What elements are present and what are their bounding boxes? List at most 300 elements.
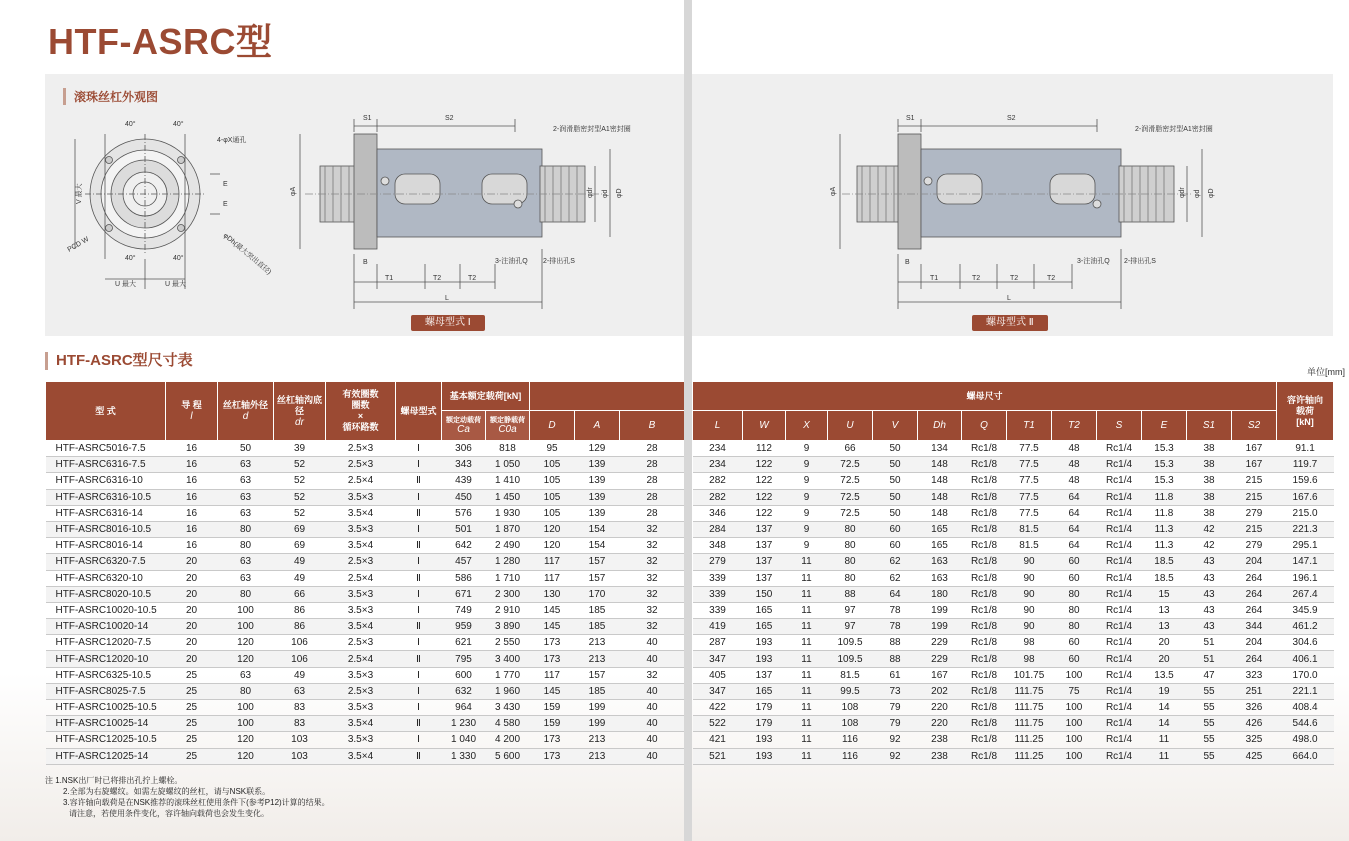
table-row [693, 554, 1334, 570]
table-cell: Rc1/8 [962, 570, 1007, 586]
table-cell: 20 [166, 570, 218, 586]
table-cell: 421 [693, 732, 743, 748]
table-cell: Rc1/8 [962, 441, 1007, 457]
table-cell: Ⅱ [396, 570, 442, 586]
svg-text:S2: S2 [445, 115, 454, 122]
table-cell: 1 930 [486, 505, 530, 521]
table-cell: Rc1/4 [1097, 538, 1142, 554]
table-cell: 306 [442, 441, 486, 457]
table-cell: 170 [575, 586, 620, 602]
col-E: E [1142, 411, 1187, 441]
table-cell: 72.5 [828, 505, 873, 521]
table-cell: 264 [1232, 651, 1277, 667]
model-cell: HTF-ASRC12025-14 [46, 748, 166, 764]
table-cell: 137 [743, 538, 786, 554]
table-cell: 3.5×4 [326, 716, 396, 732]
table-cell: 80 [828, 570, 873, 586]
table-cell: 40 [620, 651, 685, 667]
table-cell: 64 [1052, 521, 1097, 537]
table-cell: 13 [1142, 619, 1187, 635]
table-cell: 88 [873, 651, 918, 667]
table-cell: 959 [442, 619, 486, 635]
col-S: S [1097, 411, 1142, 441]
table-cell: 213 [575, 651, 620, 667]
model-cell: HTF-ASRC6316-10 [46, 473, 166, 489]
table-cell: 116 [828, 748, 873, 764]
table-cell: 145 [530, 683, 575, 699]
table-cell: 11 [786, 602, 828, 618]
unit-label: 单位[mm] [1307, 367, 1345, 377]
table-cell: Ⅱ [396, 651, 442, 667]
table-row [46, 505, 685, 521]
table-cell: 148 [918, 489, 962, 505]
table-cell: 100 [1052, 667, 1097, 683]
svg-text:φdr: φdr [587, 187, 594, 198]
table-cell: 42 [1187, 538, 1232, 554]
svg-text:40°: 40° [173, 121, 184, 128]
table-row [46, 683, 685, 699]
model-cell: HTF-ASRC5016-7.5 [46, 441, 166, 457]
table-cell: 117 [530, 554, 575, 570]
table-cell: 63 [218, 505, 274, 521]
table-cell: 63 [218, 570, 274, 586]
table-cell: 20 [1142, 635, 1187, 651]
table-cell: 221.1 [1277, 683, 1334, 699]
svg-text:E: E [223, 181, 228, 188]
table-cell: 112 [743, 441, 786, 457]
table-cell: 346 [693, 505, 743, 521]
table-row [46, 602, 685, 618]
table-cell: 18.5 [1142, 570, 1187, 586]
table-cell: 11 [786, 716, 828, 732]
table-cell: 111.75 [1007, 716, 1052, 732]
table-cell: 15 [1142, 586, 1187, 602]
table-cell: 108 [828, 716, 873, 732]
table-cell: 11.3 [1142, 521, 1187, 537]
table-cell: 501 [442, 521, 486, 537]
table-cell: 79 [873, 716, 918, 732]
table-row [693, 602, 1334, 618]
table-cell: 72.5 [828, 473, 873, 489]
table-cell: 103 [274, 732, 326, 748]
table-cell: 2 300 [486, 586, 530, 602]
table-cell: 15.3 [1142, 473, 1187, 489]
svg-text:S2: S2 [1007, 115, 1016, 122]
svg-text:4-φX通孔: 4-φX通孔 [217, 137, 247, 144]
table-cell: 105 [530, 457, 575, 473]
right-page [692, 0, 1349, 841]
table-cell: 38 [1187, 505, 1232, 521]
table-cell: 120 [218, 635, 274, 651]
table-cell: Rc1/8 [962, 651, 1007, 667]
table-cell: 92 [873, 748, 918, 764]
table-cell: 576 [442, 505, 486, 521]
table-cell: 75 [1052, 683, 1097, 699]
table-cell: 20 [1142, 651, 1187, 667]
table-cell: 3.5×3 [326, 602, 396, 618]
table-cell: 185 [575, 619, 620, 635]
note-3: 3.容许轴向载荷是在NSK推荐的滚珠丝杠使用条件下(参考P12)计算的结果。 [63, 798, 330, 807]
table-cell: 60 [1052, 570, 1097, 586]
table-cell: 11.8 [1142, 489, 1187, 505]
svg-text:U 最大: U 最大 [165, 281, 186, 288]
table-cell: 818 [486, 441, 530, 457]
svg-text:L: L [445, 295, 449, 302]
table-cell: 348 [693, 538, 743, 554]
table-cell: 238 [918, 748, 962, 764]
table-cell: 586 [442, 570, 486, 586]
model-cell: HTF-ASRC6316-7.5 [46, 457, 166, 473]
table-cell: 11 [786, 683, 828, 699]
table-cell: Rc1/8 [962, 683, 1007, 699]
table-cell: Rc1/4 [1097, 602, 1142, 618]
table-cell: 111.25 [1007, 748, 1052, 764]
table-cell: 9 [786, 521, 828, 537]
model-cell: HTF-ASRC10025-14 [46, 716, 166, 732]
col-S2: S2 [1232, 411, 1277, 441]
table-cell: 522 [693, 716, 743, 732]
table-cell: 9 [786, 457, 828, 473]
table-cell: Ⅰ [396, 489, 442, 505]
table-row [46, 667, 685, 683]
table-cell: 173 [530, 732, 575, 748]
table-cell: Ⅱ [396, 538, 442, 554]
model-cell: HTF-ASRC6316-10.5 [46, 489, 166, 505]
table-cell: 78 [873, 619, 918, 635]
col-turns: 有效圈数 圈数 × 循环路数 [326, 382, 396, 441]
table-cell: Rc1/8 [962, 538, 1007, 554]
model-cell: HTF-ASRC8016-14 [46, 538, 166, 554]
table-cell: 450 [442, 489, 486, 505]
svg-text:T2: T2 [1047, 275, 1056, 282]
table-cell: 221.3 [1277, 521, 1334, 537]
table-cell: 215 [1232, 489, 1277, 505]
table-row [46, 489, 685, 505]
table-cell: 16 [166, 457, 218, 473]
table-cell: 13.5 [1142, 667, 1187, 683]
table-cell: 282 [693, 489, 743, 505]
table-cell: 3.5×3 [326, 586, 396, 602]
table-cell: 3.5×4 [326, 505, 396, 521]
table-row [693, 489, 1334, 505]
table-cell: 86 [274, 619, 326, 635]
table-cell: Rc1/4 [1097, 521, 1142, 537]
page-title: HTF-ASRC型 [48, 21, 273, 62]
table-cell: 425 [1232, 748, 1277, 764]
table-cell: 43 [1187, 554, 1232, 570]
svg-text:T1: T1 [930, 275, 939, 282]
table-cell: 52 [274, 473, 326, 489]
table-cell: 90 [1007, 619, 1052, 635]
table-cell: 16 [166, 489, 218, 505]
table-cell: 264 [1232, 570, 1277, 586]
table-cell: Ⅱ [396, 473, 442, 489]
table-cell: 32 [620, 554, 685, 570]
table-cell: Rc1/4 [1097, 473, 1142, 489]
table-cell: 63 [218, 473, 274, 489]
table-row [46, 619, 685, 635]
table-cell: 50 [873, 473, 918, 489]
table-cell: 51 [1187, 651, 1232, 667]
svg-text:S1: S1 [363, 115, 372, 122]
table-row [46, 716, 685, 732]
table-row [46, 554, 685, 570]
table-cell: 97 [828, 602, 873, 618]
table-cell: 165 [918, 521, 962, 537]
table-cell: 11 [786, 570, 828, 586]
table-cell: 3.5×3 [326, 732, 396, 748]
table-cell: 18.5 [1142, 554, 1187, 570]
table-row [693, 683, 1334, 699]
table-cell: 1 450 [486, 489, 530, 505]
table-cell: 1 410 [486, 473, 530, 489]
table-cell: 86 [274, 602, 326, 618]
table-cell: 39 [274, 441, 326, 457]
table-cell: 264 [1232, 586, 1277, 602]
table-cell: 61 [873, 667, 918, 683]
table-cell: 9 [786, 441, 828, 457]
table-cell: Rc1/4 [1097, 700, 1142, 716]
table-cell: 43 [1187, 586, 1232, 602]
table-cell: 90 [1007, 570, 1052, 586]
table-cell: 3.5×4 [326, 748, 396, 764]
table-cell: 32 [620, 619, 685, 635]
table-cell: 28 [620, 505, 685, 521]
table-cell: 116 [828, 732, 873, 748]
table-cell: 199 [575, 700, 620, 716]
table-cell: 304.6 [1277, 635, 1334, 651]
table-cell: 40 [620, 716, 685, 732]
table-cell: 11 [786, 700, 828, 716]
col-shaft-od: 丝杠轴外径 d [218, 382, 274, 441]
table-cell: 179 [743, 716, 786, 732]
table-cell: 287 [693, 635, 743, 651]
table-cell: 52 [274, 457, 326, 473]
table-cell: 48 [1052, 457, 1097, 473]
svg-text:φd: φd [602, 189, 609, 198]
table-cell: 3.5×3 [326, 667, 396, 683]
table-cell: 106 [274, 651, 326, 667]
table-cell: 2 910 [486, 602, 530, 618]
col-L: L [693, 411, 743, 441]
table-cell: Ⅱ [396, 716, 442, 732]
table-cell: 1 710 [486, 570, 530, 586]
model-cell: HTF-ASRC12020-10 [46, 651, 166, 667]
table-row [693, 619, 1334, 635]
table-cell: 215.0 [1277, 505, 1334, 521]
table-cell: 100 [218, 716, 274, 732]
table-cell: 122 [743, 457, 786, 473]
col-root-d: 丝杠轴沟底径 dr [274, 382, 326, 441]
table-cell: Rc1/8 [962, 716, 1007, 732]
col-axial-load: 容许轴向 载荷 [kN] [1277, 382, 1334, 441]
table-cell: 100 [218, 700, 274, 716]
table-cell: 38 [1187, 457, 1232, 473]
table-cell: 3 890 [486, 619, 530, 635]
table-body-right [693, 441, 1334, 765]
table-cell: 100 [1052, 732, 1097, 748]
svg-text:T2: T2 [433, 275, 442, 282]
table-cell: 77.5 [1007, 505, 1052, 521]
table-cell: 97 [828, 619, 873, 635]
table-cell: Rc1/4 [1097, 505, 1142, 521]
table-cell: 3.5×4 [326, 619, 396, 635]
table-cell: 100 [1052, 700, 1097, 716]
table-cell: 2.5×3 [326, 635, 396, 651]
table-cell: 52 [274, 505, 326, 521]
table-cell: 120 [530, 538, 575, 554]
table-cell: 43 [1187, 602, 1232, 618]
table-cell: 167 [1232, 441, 1277, 457]
table-cell: 345.9 [1277, 602, 1334, 618]
table-cell: 11 [786, 635, 828, 651]
table-cell: 40 [620, 748, 685, 764]
table-cell: 422 [693, 700, 743, 716]
table-cell: 11 [786, 651, 828, 667]
table-cell: 20 [166, 651, 218, 667]
table-cell: 38 [1187, 473, 1232, 489]
table-cell: 439 [442, 473, 486, 489]
table-cell: 3.5×4 [326, 538, 396, 554]
svg-text:φd: φd [1194, 189, 1201, 198]
table-row [46, 538, 685, 554]
table-cell: 117 [530, 667, 575, 683]
table-cell: 49 [274, 667, 326, 683]
table-cell: 426 [1232, 716, 1277, 732]
table-cell: 55 [1187, 732, 1232, 748]
table-cell: 66 [828, 441, 873, 457]
table-cell: 11.3 [1142, 538, 1187, 554]
table-cell: 55 [1187, 683, 1232, 699]
table-cell: 163 [918, 554, 962, 570]
col-lead: 导 程 l [166, 382, 218, 441]
svg-text:40°: 40° [173, 255, 184, 262]
table-cell: 90 [1007, 586, 1052, 602]
table-cell: 11 [786, 667, 828, 683]
table-cell: 165 [918, 538, 962, 554]
table-cell: 38 [1187, 489, 1232, 505]
col-T2: T2 [1052, 411, 1097, 441]
table-cell: 72.5 [828, 489, 873, 505]
table-cell: 2.5×3 [326, 683, 396, 699]
model-cell: HTF-ASRC12020-7.5 [46, 635, 166, 651]
table-cell: 63 [218, 489, 274, 505]
table-cell: Rc1/8 [962, 619, 1007, 635]
table-cell: 16 [166, 505, 218, 521]
table-cell: 5 600 [486, 748, 530, 764]
table-cell: 163 [918, 570, 962, 586]
table-cell: 69 [274, 521, 326, 537]
nut-type-2-drawing [692, 74, 1333, 336]
svg-text:φA: φA [290, 186, 297, 196]
table-cell: 60 [873, 538, 918, 554]
table-cell: 98 [1007, 651, 1052, 667]
table-cell: 25 [166, 716, 218, 732]
table-cell: 55 [1187, 748, 1232, 764]
table-cell: 267.4 [1277, 586, 1334, 602]
col-T1: T1 [1007, 411, 1052, 441]
table-cell: Ⅰ [396, 441, 442, 457]
table-cell: 28 [620, 473, 685, 489]
table-cell: 339 [693, 570, 743, 586]
table-cell: 111.75 [1007, 700, 1052, 716]
table-cell: 165 [743, 602, 786, 618]
table-cell: 105 [530, 489, 575, 505]
table-cell: 193 [743, 635, 786, 651]
table-cell: 91.1 [1277, 441, 1334, 457]
table-cell: 159.6 [1277, 473, 1334, 489]
svg-text:40°: 40° [125, 255, 136, 262]
table-cell: 64 [1052, 489, 1097, 505]
table-cell: 238 [918, 732, 962, 748]
table-row [46, 570, 685, 586]
table-cell: 173 [530, 748, 575, 764]
table-cell: 99.5 [828, 683, 873, 699]
table-cell: 80 [218, 586, 274, 602]
table-cell: 4 580 [486, 716, 530, 732]
table-cell: 109.5 [828, 635, 873, 651]
table-cell: 148 [918, 505, 962, 521]
svg-text:T2: T2 [972, 275, 981, 282]
table-cell: 50 [873, 489, 918, 505]
table-cell: 129 [575, 441, 620, 457]
table-cell: 73 [873, 683, 918, 699]
table-cell: 11.8 [1142, 505, 1187, 521]
table-cell: 9 [786, 505, 828, 521]
svg-text:2-排出孔S: 2-排出孔S [543, 258, 575, 265]
table-cell: 180 [918, 586, 962, 602]
table-cell: 81.5 [828, 667, 873, 683]
table-row [46, 748, 685, 764]
table-cell: 621 [442, 635, 486, 651]
table-cell: 48 [1052, 473, 1097, 489]
svg-text:T2: T2 [1010, 275, 1019, 282]
side-view-drawing [300, 119, 610, 309]
table-cell: 25 [166, 667, 218, 683]
svg-text:φDh(最大突出直径): φDh(最大突出直径) [221, 232, 273, 277]
svg-text:U 最大: U 最大 [115, 281, 136, 288]
table-cell: 63 [218, 457, 274, 473]
table-cell: 749 [442, 602, 486, 618]
table-cell: 80 [1052, 586, 1097, 602]
table-cell: 49 [274, 554, 326, 570]
table-cell: 199 [575, 716, 620, 732]
table-cell: Rc1/8 [962, 700, 1007, 716]
table-cell: 117 [530, 570, 575, 586]
dimension-table-left [45, 381, 685, 765]
table-cell: 139 [575, 489, 620, 505]
table-cell: 38 [1187, 441, 1232, 457]
table-cell: 32 [620, 602, 685, 618]
model-cell: HTF-ASRC8025-7.5 [46, 683, 166, 699]
table-cell: 193 [743, 732, 786, 748]
table-cell: 14 [1142, 700, 1187, 716]
table-cell: 32 [620, 538, 685, 554]
svg-text:PCD W: PCD W [66, 235, 91, 254]
table-cell: 77.5 [1007, 441, 1052, 457]
col-model: 型 式 [46, 382, 166, 441]
table-row [693, 570, 1334, 586]
table-row [693, 651, 1334, 667]
table-row [46, 732, 685, 748]
table-cell: 282 [693, 473, 743, 489]
table-cell: Ⅰ [396, 700, 442, 716]
table-cell: 52 [274, 489, 326, 505]
model-cell: HTF-ASRC6325-10.5 [46, 667, 166, 683]
table-cell: 72.5 [828, 457, 873, 473]
table-cell: 139 [575, 457, 620, 473]
table-cell: 120 [218, 748, 274, 764]
